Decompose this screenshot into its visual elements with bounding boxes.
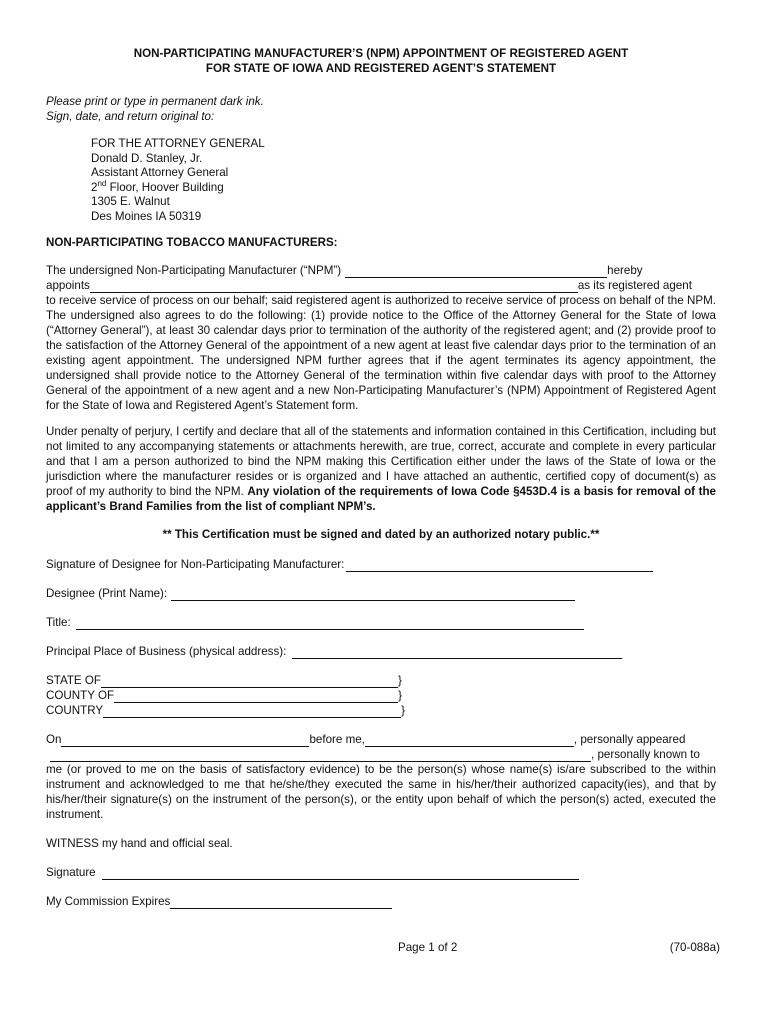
page-number: Page 1 of 2 bbox=[398, 941, 458, 954]
title-field[interactable] bbox=[76, 617, 584, 630]
designee-name-field[interactable] bbox=[171, 588, 575, 601]
as-agent-text: as its registered agent bbox=[577, 278, 692, 292]
acknowledgment-person-row bbox=[50, 747, 716, 762]
commission-field[interactable] bbox=[170, 896, 392, 909]
principal-place-label: Principal Place of Business (physical address): bbox=[46, 644, 287, 658]
signature-designee-row bbox=[46, 557, 716, 572]
instruction-line-2: Sign, date, and return original to: bbox=[46, 110, 215, 123]
acknowledgment-date-row bbox=[46, 732, 716, 747]
appointment-body: to receive service of process on our behalf; said registered agent is authorized to receive service of process on behalf of the NPM. The undersigned also agrees to do the following: (1) provide notice to the Office of the Attorney General for the State of Iowa (“Attorney General”), at least 30 calendar days prior to termination of the authority of the registered agent; and (2) provide proof to the satisfaction of the Attorney General of the appointment of a new agent at least five calendar days prior to the termination of an existing agent appointment. The undersigned NPM further agrees that if the agent terminates its agency appointment, the undersigned shall provide notice to the Attorney General of the termination within five calendar days with proof to the Attorney General of the appointment of a new agent and a new Non-Participating Manufacturer’s (NPM) Appointment of Registered Agent for the State of Iowa and Registered Agent’s Statement form. bbox=[46, 293, 716, 412]
principal-place-row bbox=[46, 644, 716, 659]
commission-label: My Commission Expires bbox=[46, 894, 171, 908]
address-line-6: Des Moines IA 50319 bbox=[91, 209, 202, 223]
on-label: On bbox=[46, 732, 62, 746]
acknowledgment-section bbox=[46, 732, 716, 822]
perjury-warning: Any violation of the requirements of Iowa Code §453D.4 is a basis for removal of the applicant’s Brand Families from the list of compliant NPM’s. bbox=[46, 484, 717, 513]
notary-signature-field[interactable] bbox=[102, 867, 579, 880]
npm-name-field[interactable] bbox=[345, 265, 607, 278]
commission-row bbox=[46, 894, 716, 909]
address-line-1: FOR THE ATTORNEY GENERAL bbox=[91, 137, 265, 150]
agent-name-row bbox=[46, 278, 716, 293]
principal-place-field[interactable] bbox=[292, 646, 622, 659]
title-line-2: FOR STATE OF IOWA AND REGISTERED AGENT’S STATEMENT bbox=[205, 62, 557, 75]
state-label: STATE OF bbox=[46, 673, 101, 687]
person-name-field[interactable] bbox=[50, 749, 591, 762]
venue-block bbox=[46, 673, 716, 718]
document-title bbox=[46, 46, 716, 76]
floor-suffix: nd bbox=[97, 178, 107, 188]
address-line-2: Donald D. Stanley, Jr. bbox=[91, 151, 203, 165]
title-label: Title: bbox=[46, 615, 71, 629]
county-field[interactable] bbox=[114, 690, 398, 703]
designee-name-row bbox=[46, 586, 716, 601]
witness-line: WITNESS my hand and official seal. bbox=[46, 836, 233, 850]
country-brace: } bbox=[401, 703, 405, 717]
floor-number: 2 bbox=[91, 180, 98, 194]
designee-name-label: Designee (Print Name): bbox=[46, 586, 168, 600]
form-code: (70-088a) bbox=[669, 941, 720, 954]
county-brace: } bbox=[398, 688, 402, 702]
mailing-address bbox=[91, 137, 716, 225]
country-row bbox=[46, 703, 716, 718]
personally-known-label: , personally known to bbox=[591, 747, 700, 761]
acknowledgment-body: me (or proved to me on the basis of satisfactory evidence) to be the person(s) whose name(s) is/are subscribed to the within instrument and acknowledged to me that he/she/they executed the same in his/her/their authorized capacity(ies), and that by his/her/their signature(s) on the instrument of the person(s), or the entity upon behalf of which the person(s) acted, executed the instrument. bbox=[46, 762, 716, 821]
address-line-4 bbox=[91, 178, 716, 196]
notary-name-field[interactable] bbox=[365, 734, 574, 747]
county-label: COUNTY OF bbox=[46, 688, 115, 702]
floor-building: Floor, Hoover Building bbox=[106, 180, 224, 194]
signature-designee-field[interactable] bbox=[346, 559, 653, 572]
country-label: COUNTRY bbox=[46, 703, 104, 717]
signature-designee-label: Signature of Designee for Non-Participating Manufacturer: bbox=[46, 557, 345, 571]
npm-lead-text: The undersigned Non-Participating Manufacturer (“NPM”) bbox=[46, 263, 342, 277]
document-page bbox=[46, 46, 716, 909]
notary-notice: ** This Certification must be signed and dated by an authorized notary public.** bbox=[162, 527, 600, 541]
instruction-line-1: Please print or type in permanent dark ink. bbox=[46, 95, 264, 108]
section-heading: NON-PARTICIPATING TOBACCO MANUFACTURERS: bbox=[46, 235, 338, 249]
address-line-5: 1305 E. Walnut bbox=[91, 195, 170, 209]
appointment-section bbox=[46, 263, 716, 413]
npm-name-row bbox=[46, 263, 716, 278]
state-row bbox=[46, 673, 716, 688]
date-field[interactable] bbox=[61, 734, 309, 747]
personally-appeared-label: , personally appeared bbox=[573, 732, 686, 746]
state-field[interactable] bbox=[101, 675, 398, 688]
instructions bbox=[46, 94, 716, 124]
notary-signature-label: Signature bbox=[46, 865, 96, 879]
state-brace: } bbox=[397, 673, 402, 687]
address-line-3: Assistant Attorney General bbox=[91, 166, 229, 180]
hereby-text: hereby bbox=[607, 263, 643, 277]
perjury-statement bbox=[46, 424, 716, 514]
agent-name-field[interactable] bbox=[90, 280, 578, 293]
country-field[interactable] bbox=[103, 705, 401, 718]
perjury-body: Under penalty of perjury, I certify and declare that all of the statements and information contained in this Certification, including but not limited to any accompanying statements or attachments herewith, are true, correct, accurate and complete in every particular and that I am a person authorized to bind the NPM making this Certification either under the laws of the State of Iowa or the jurisdiction where the manufacturer resides or is organized and I have attached an authentic, certified copy of document(s) as proof of my authority to bind the NPM. bbox=[46, 424, 716, 498]
county-row bbox=[46, 688, 716, 703]
title-line-1: NON-PARTICIPATING MANUFACTURER’S (NPM) APPOINTMENT OF REGISTERED AGENT bbox=[133, 47, 629, 60]
title-row bbox=[46, 615, 716, 630]
notary-signature-row bbox=[46, 865, 716, 880]
before-me-label: before me, bbox=[309, 732, 365, 746]
appoints-text: appoints bbox=[46, 278, 90, 292]
